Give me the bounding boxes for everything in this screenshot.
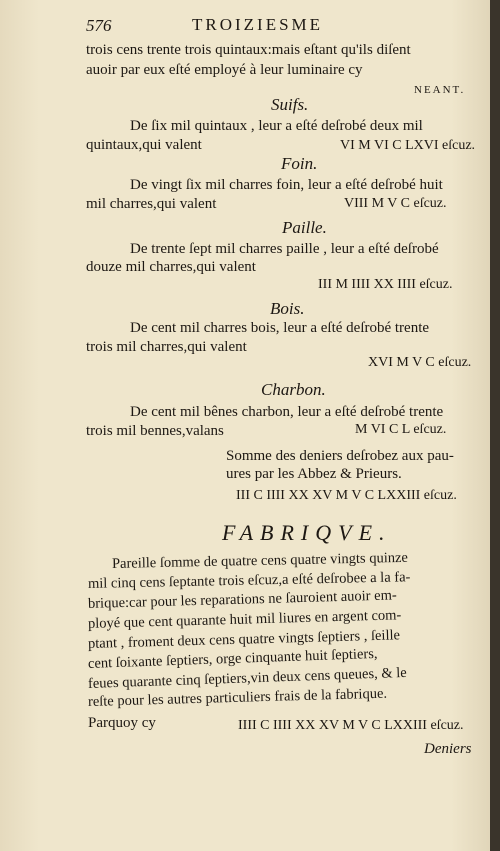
suifs-amount: VI M VI C LXVI eſcuz. xyxy=(340,138,476,153)
fabrique-line-7: feues quarante cinq ſeptiers,vin deux cens queues, & le xyxy=(87,664,407,692)
fabrique-line-3: brique:car pour les reparations ne ſauroient auoir em- xyxy=(87,587,397,612)
section-title-fabrique: FABRIQVE. xyxy=(222,520,392,545)
book-edge xyxy=(490,0,500,851)
somme-line-2: ures par les Abbez & Prieurs. xyxy=(226,466,402,482)
charbon-amount: M VI C L eſcuz. xyxy=(355,422,447,437)
fabrique-line-6: cent ſoixante ſeptiers, orge cinquante huit ſeptiers, xyxy=(87,645,378,672)
fabrique-line-8: reſte pour les autres particuliers frais de la fabrique. xyxy=(87,685,388,710)
fabrique-line-4: ployé que cent quarante huit mil liures en argent com- xyxy=(87,607,402,632)
paille-amount: III M IIII XX IIII eſcuz. xyxy=(318,277,453,292)
foin-line-2: mil charres,qui valent xyxy=(86,196,217,212)
intro-line-1: trois cens trente trois quintaux:mais eſtant qu'ils diſent xyxy=(86,42,411,58)
section-title-foin: Foin. xyxy=(281,154,318,173)
catchword: Deniers xyxy=(424,741,472,757)
foin-line-1: De vingt ſix mil charres foin, leur a eſté deſrobé huit xyxy=(130,177,443,193)
bois-line-2: trois mil charres,qui valent xyxy=(86,339,247,355)
intro-line-2: auoir par eux eſté employé à leur luminaire cy xyxy=(86,62,363,78)
section-title-charbon: Charbon. xyxy=(261,380,326,399)
paille-line-1: De trente ſept mil charres paille , leur a eſté deſrobé xyxy=(130,241,439,257)
suifs-line-1: De ſix mil quintaux , leur a eſté deſrobé deux mil xyxy=(130,118,423,134)
neant-label: NEANT. xyxy=(414,84,466,96)
fabrique-line-1: Pareille ſomme de quatre cens quatre vingts quinze xyxy=(111,549,409,572)
fabrique-amount: IIII C IIII XX XV M V C LXXIII eſcuz. xyxy=(238,718,464,733)
section-title-bois: Bois. xyxy=(270,299,305,318)
foin-amount: VIII M V C eſcuz. xyxy=(344,196,447,211)
bois-line-1: De cent mil charres bois, leur a eſté deſrobé trente xyxy=(130,320,430,336)
section-title-suifs: Suifs. xyxy=(271,95,309,114)
page-number: 576 xyxy=(86,16,112,35)
somme-amount: III C IIII XX XV M V C LXXIII eſcuz. xyxy=(236,488,457,503)
bois-amount: XVI M V C eſcuz. xyxy=(368,355,472,370)
fabrique-conclusion: Parquoy cy xyxy=(88,715,156,731)
running-head: TROIZIESME xyxy=(192,15,324,34)
somme-line-1: Somme des deniers deſrobez aux pau- xyxy=(226,448,454,464)
fabrique-line-2: mil cinq cens ſeptante trois eſcuz,a eſté deſrobee a la fa- xyxy=(87,569,411,592)
charbon-line-2: trois mil bennes,valans xyxy=(86,423,224,439)
suifs-line-2: quintaux,qui valent xyxy=(86,137,202,153)
paille-line-2: douze mil charres,qui valent xyxy=(86,259,256,275)
section-title-paille: Paille. xyxy=(282,218,327,237)
fabrique-line-5: ptant , froment deux cens quatre vingts ſeptiers , ſeille xyxy=(87,627,401,652)
charbon-line-1: De cent mil bênes charbon, leur a eſté deſrobé trente xyxy=(130,404,444,420)
